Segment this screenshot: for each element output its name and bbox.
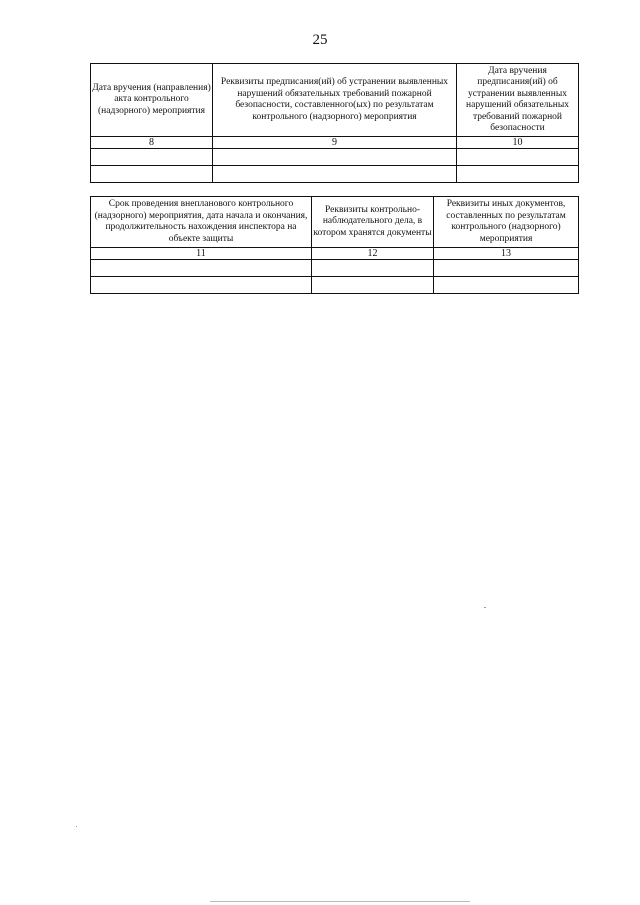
table-header-row: [91, 197, 579, 248]
header-cell-order-details: Реквизиты предписания(ий) об устранении выявленных нарушений обязательных требований пожарной безопасности, составленного(ых) по результатам контрольного (надзорного) мероприятия: [213, 64, 457, 137]
column-number-row: [91, 137, 579, 149]
table-row: [91, 166, 579, 183]
column-number-row: [91, 248, 579, 260]
header-cell-case-details: Реквизиты контрольно-наблюдательного дела, в котором хранятся документы: [312, 197, 434, 248]
empty-cell: [312, 277, 434, 294]
header-cell-other-documents: Реквизиты иных документов, составленных по результатам контрольного (надзорного) мероприятия: [434, 197, 579, 248]
empty-cell: [91, 260, 312, 277]
header-cell-inspection-period: Срок проведения внепланового контрольного (надзорного) мероприятия, дата начала и окончания, продолжительность нахождения инспектора на объекте защиты: [91, 197, 312, 248]
empty-cell: [457, 149, 579, 166]
column-number-8: 8: [91, 137, 213, 149]
column-number-13: 13: [434, 248, 579, 260]
empty-cell: [213, 149, 457, 166]
empty-cell: [91, 149, 213, 166]
empty-cell: [434, 260, 579, 277]
header-cell-order-delivery-date: Дата вручения предписания(ий) об устранении выявленных нарушений обязательных требований пожарной безопасности: [457, 64, 579, 137]
table-row: [91, 149, 579, 166]
empty-cell: [213, 166, 457, 183]
column-number-12: 12: [312, 248, 434, 260]
scan-speck: [484, 607, 486, 608]
empty-cell: [457, 166, 579, 183]
form-table-columns-8-10: [90, 63, 579, 183]
table-row: [91, 260, 579, 277]
empty-cell: [434, 277, 579, 294]
scan-speck: [210, 901, 470, 902]
column-number-11: 11: [91, 248, 312, 260]
table-header-row: [91, 64, 579, 137]
column-number-10: 10: [457, 137, 579, 149]
empty-cell: [312, 260, 434, 277]
empty-cell: [91, 277, 312, 294]
table-row: [91, 277, 579, 294]
header-cell-act-delivery-date: Дата вручения (направления) акта контрольного (надзорного) мероприятия: [91, 64, 213, 137]
column-number-9: 9: [213, 137, 457, 149]
empty-cell: [91, 166, 213, 183]
form-table-columns-11-13: [90, 196, 579, 294]
page-number: 25: [312, 32, 328, 48]
scan-speck: [76, 826, 77, 827]
